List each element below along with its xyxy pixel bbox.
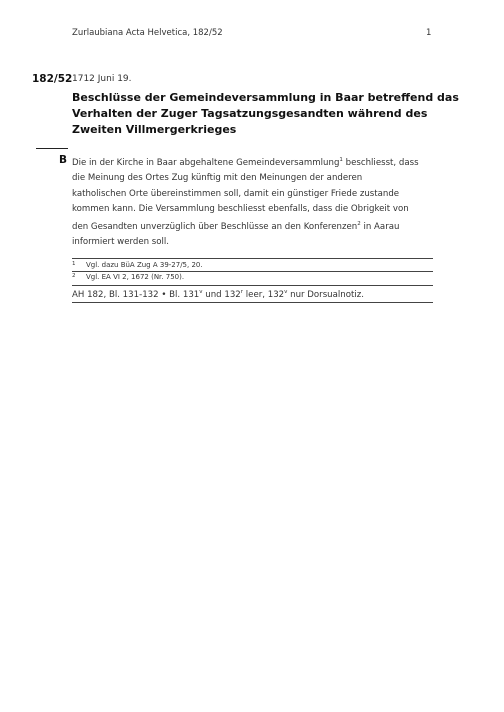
footnote-ref-1[interactable]: 1	[339, 157, 343, 163]
summary-line: katholischen Orte übereinstimmen soll, damit ein günstiger Friede zustande	[72, 188, 400, 199]
regest-line: Zweiten Villmergerkrieges	[72, 123, 237, 136]
document-type-marker: B	[59, 154, 68, 166]
section-rule	[36, 148, 68, 149]
page-number: 1	[426, 28, 432, 38]
source-bottom-rule	[72, 302, 433, 303]
footnote-rule	[72, 258, 433, 259]
summary-text	[72, 153, 419, 251]
summary-line: Die in der Kirche in Baar abgehaltene Gemeindeversammlung$^1$ beschliesst, dass	[72, 157, 419, 168]
footnote-text: Vgl. dazu BüA Zug A 39-27/5, 20.	[86, 261, 203, 269]
regest-line: Verhalten der Zuger Tagsatzungsgesandten während des	[72, 107, 428, 120]
summary-line: die Meinung des Ortes Zug künftig mit den Meinungen der anderen	[72, 173, 363, 184]
summary-line: informiert werden soll.	[72, 237, 170, 248]
footnote-number: 2	[72, 273, 76, 279]
footnote-ref-2[interactable]: 2	[357, 221, 361, 228]
footnote	[72, 261, 203, 269]
regest-line: Beschlüsse der Gemeindeversammlung in Baar betreffend das	[72, 91, 459, 104]
summary-line: den Gesandten unverzüglich über Beschlüsse an den Konferenzen$^2$ in Aarau	[72, 221, 400, 233]
footnote	[72, 273, 184, 281]
document-date: 1712 Juni 19.	[72, 74, 132, 84]
regest-title	[72, 90, 459, 138]
summary-line: kommen kann. Die Versammlung beschliesst ebenfalls, dass die Obrigkeit von	[72, 203, 409, 214]
running-head: Zurlaubiana Acta Helvetica, 182/52	[72, 28, 223, 38]
footnote-rule	[72, 271, 433, 272]
footnote-number: 1	[72, 261, 76, 267]
source-rule	[72, 285, 433, 286]
source-note: AH 182, Bl. 131-132 • Bl. 131$^v$ und 132$^r$ leer, 132$^v$ nur Dorsualnotiz.	[72, 289, 364, 300]
footnote-text: Vgl. EA VI 2, 1672 (Nr. 750).	[86, 273, 185, 281]
document-number: 182/52	[32, 73, 73, 85]
